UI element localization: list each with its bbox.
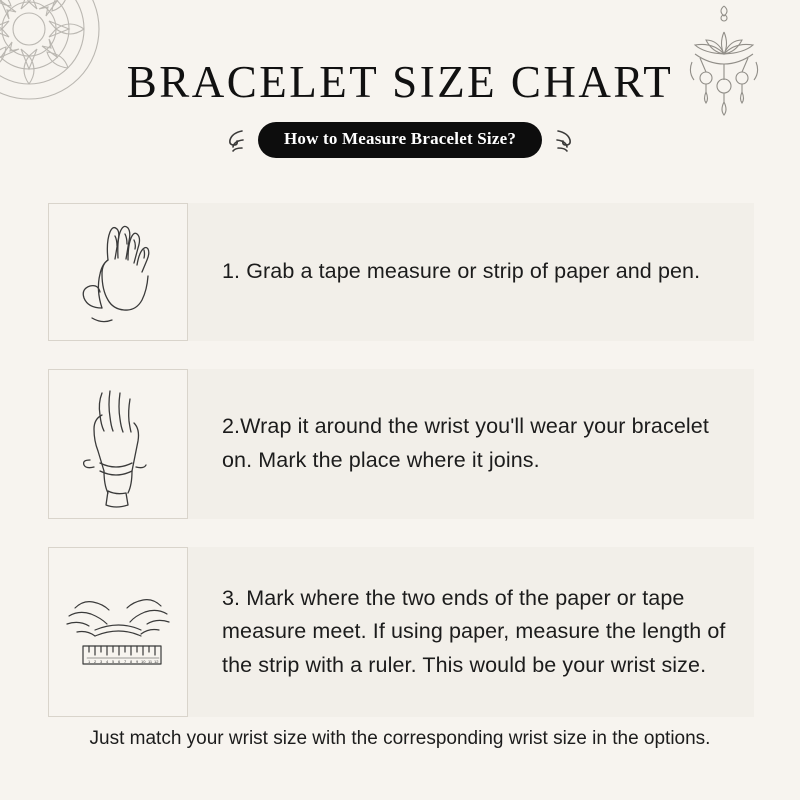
svg-text:2: 2 — [94, 659, 97, 664]
svg-text:12: 12 — [154, 659, 159, 664]
svg-text:10: 10 — [141, 659, 146, 664]
svg-text:6: 6 — [118, 659, 121, 664]
svg-text:1: 1 — [88, 659, 91, 664]
step-2-text: 2.Wrap it around the wrist you'll wear your bracelet on. Mark the place where it joins. — [222, 414, 709, 472]
flourish-left-icon — [222, 127, 248, 153]
measuring-strip-with-ruler-illustration — [55, 572, 181, 692]
svg-text:8: 8 — [130, 659, 133, 664]
step-1-thumbnail — [48, 203, 188, 341]
step-3-text: 3. Mark where the two ends of the paper or tape measure meet. If using paper, measure the length of the strip with a ruler. This would be your wrist size. — [222, 585, 726, 677]
svg-text:11: 11 — [148, 659, 153, 664]
list-item — [48, 547, 754, 717]
list-item — [48, 203, 754, 341]
svg-text:4: 4 — [106, 659, 109, 664]
step-1-text: 1. Grab a tape measure or strip of paper and pen. — [222, 259, 701, 284]
flourish-right-icon — [552, 127, 578, 153]
page-title: BRACELET SIZE CHART — [126, 57, 674, 107]
step-3-thumbnail — [48, 547, 188, 717]
list-item — [48, 369, 754, 519]
svg-text:3: 3 — [100, 659, 103, 664]
svg-text:5: 5 — [112, 659, 115, 664]
footer-note: Just match your wrist size with the corresponding wrist size in the options. — [89, 728, 711, 749]
step-2-thumbnail — [48, 369, 188, 519]
subtitle-row — [0, 122, 800, 158]
hand-holding-tape-illustration — [58, 212, 178, 332]
subtitle-pill: How to Measure Bracelet Size? — [258, 122, 542, 158]
tape-wrapped-around-wrist-illustration — [58, 379, 178, 509]
svg-text:9: 9 — [136, 659, 139, 664]
svg-text:7: 7 — [124, 659, 127, 664]
steps-list — [48, 203, 754, 745]
